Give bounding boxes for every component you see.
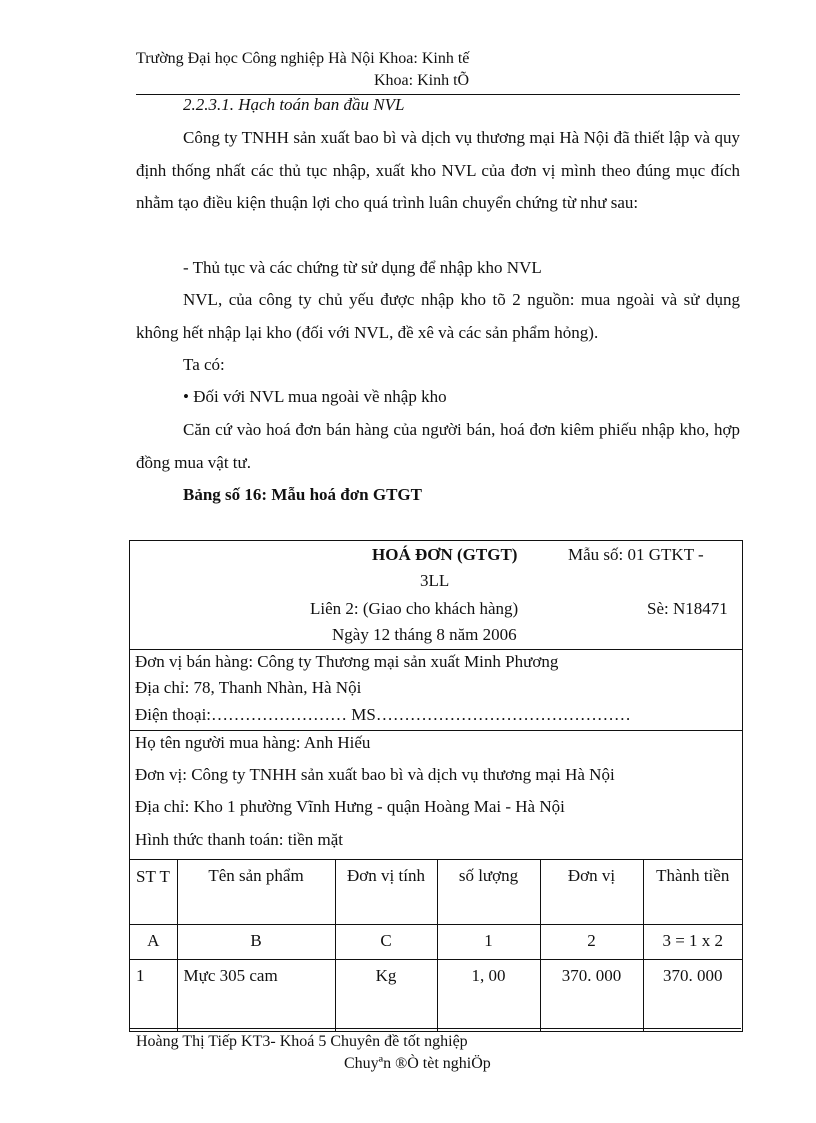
column-code: C (335, 924, 437, 959)
column-header: ST T (130, 860, 177, 924)
buyer-unit: Đơn vị: Công ty TNHH sản xuất bao bì và dịch vụ thương mại Hà Nội (135, 765, 615, 784)
table-header-row (130, 860, 742, 924)
column-header: Tên sản phẩm (177, 860, 335, 924)
invoice-copy-label: Liên 2: (Giao cho khách hàng) (310, 599, 519, 618)
paragraph-documents: Căn cứ vào hoá đơn bán hàng của người bán, hoá đơn kiêm phiếu nhập kho, hợp đồng mua vật tư. (136, 420, 740, 472)
invoice-buyer (130, 731, 742, 860)
column-code: 3 = 1 x 2 (643, 924, 742, 959)
column-header: Thành tiền (643, 860, 742, 924)
section-title: 2.2.3.1. Hạch toán ban đầu NVL (183, 95, 405, 114)
invoice-items-table (130, 860, 742, 1032)
column-code: 1 (437, 924, 540, 959)
column-code: 2 (540, 924, 643, 959)
invoice-date: Ngày 12 tháng 8 năm 2006 (332, 625, 517, 644)
footer-rule (129, 1028, 741, 1029)
buyer-name: Họ tên người mua hàng: Anh Hiếu (135, 733, 371, 752)
row-cell-product: Mực 305 cam (177, 959, 335, 1031)
paragraph-ta-co: Ta có: (183, 355, 225, 374)
table-caption: Bảng số 16: Mẫu hoá đơn GTGT (183, 485, 422, 504)
column-header: Đơn vị tính (335, 860, 437, 924)
page-footer-line1: Hoàng Thị Tiếp KT3- Khoá 5 Chuyên đề tốt nghiệp (136, 1033, 468, 1050)
page-header-line2: Khoa: Kinh tÕ (374, 72, 470, 89)
invoice-form-number: Mẫu số: 01 GTKT - (568, 545, 704, 564)
page-footer-line2: Chuyªn ®Ò tèt nghiÖp (344, 1055, 491, 1072)
row-cell-amount: 370. 000 (643, 959, 742, 1031)
column-code: B (177, 924, 335, 959)
seller-phone: Điện thoại:…………………… MS……………………………………… (135, 705, 631, 724)
seller-name: Đơn vị bán hàng: Công ty Thương mại sản xuất Minh Phương (135, 652, 559, 671)
column-header: Đơn vị (540, 860, 643, 924)
row-cell-unit: Kg (335, 959, 437, 1031)
bullet-purchased-nvl: • Đối với NVL mua ngoài về nhập kho (183, 387, 447, 406)
invoice-title: HOÁ ĐƠN (GTGT) (372, 545, 518, 564)
invoice-serial: Sè: N18471 (647, 599, 728, 618)
row-cell-stt: 1 (130, 959, 177, 1031)
payment-method: Hình thức thanh toán: tiền mặt (135, 830, 343, 849)
row-cell-quantity: 1, 00 (437, 959, 540, 1031)
table-row (130, 959, 742, 1031)
row-cell-unit-price: 370. 000 (540, 959, 643, 1031)
table-code-row (130, 924, 742, 959)
vat-invoice (129, 540, 743, 1032)
column-header: số lượng (437, 860, 540, 924)
buyer-address: Địa chỉ: Kho 1 phường Vĩnh Hưng - quận Hoàng Mai - Hà Nội (135, 797, 565, 816)
invoice-seller (130, 650, 742, 731)
invoice-form-number-cont: 3LL (420, 571, 450, 590)
column-code: A (130, 924, 177, 959)
seller-address: Địa chỉ: 78, Thanh Nhàn, Hà Nội (135, 678, 362, 697)
paragraph-intro: Công ty TNHH sản xuất bao bì và dịch vụ thương mại Hà Nội đã thiết lập và quy định thống nhất các thủ tục nhập, xuất kho NVL của đơn vị mình theo đúng mục đích nhằm tạo điều kiện thuận lợi cho quá trình luân chuyển chứng từ như sau: (136, 128, 740, 212)
paragraph-procedures: - Thủ tục và các chứng từ sử dụng để nhập kho NVL (183, 258, 542, 277)
page-header-line1: Trường Đại học Công nghiệp Hà Nội Khoa: Kinh tế (136, 50, 470, 67)
invoice-header (130, 541, 742, 650)
paragraph-sources: NVL, của công ty chủ yếu được nhập kho tõ 2 nguồn: mua ngoài và sử dụng không hết nhập lại kho (đối với NVL, đề xê và các sản phẩm hỏng). (136, 290, 740, 342)
